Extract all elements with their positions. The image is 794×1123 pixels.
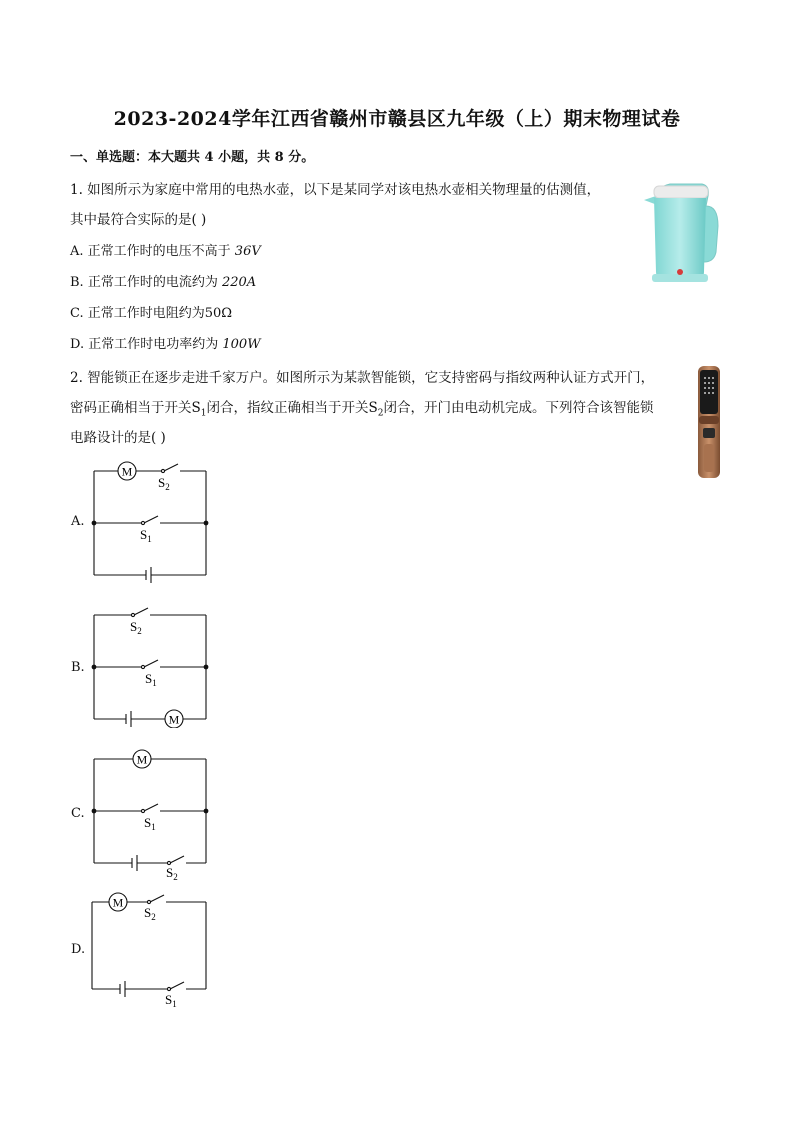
q2-option-a-label: A. [71,514,85,529]
q2-stem-line3: 电路设计的是( ) [70,430,166,446]
switch-s1-label: $S_1$ [144,815,156,832]
switch-s2-label: $S_2$ [166,865,178,880]
switch-s2-label: $S_2$ [144,905,156,922]
q1-stem-line1: 1. 如图所示为家庭中常用的电热水壶，以下是某同学对该电热水壶相关物理量的估测值， [70,182,601,198]
switch-s2-label: $S_2$ [158,475,170,492]
paper-title: 2023-2024学年江西省赣州市赣县区九年级（上）期末物理试卷 [113,108,681,130]
q2-stem-line1: 2. 智能锁正在逐步走进千家万户。如图所示为某款智能锁，它支持密码与指纹两种认证方式开门， [70,370,655,386]
q2-option-c-label: C. [71,806,85,821]
switch-s1-label: $S_1$ [145,671,157,688]
q2-option-d-label: D. [71,942,86,957]
q1-option-d: D. 正常工作时电功率约为 100W [70,337,261,352]
q1-stem-line2: 其中最符合实际的是( ) [70,212,207,228]
switch-s1-label: $S_1$ [165,992,177,1009]
circuit-a-diagram [86,458,216,584]
q1-option-b: B. 正常工作时的电流约为 220A [70,275,257,290]
electric-kettle-image [640,176,728,286]
section-heading: 一、单选题：本大题共 4 小题，共 8 分。 [70,150,315,165]
switch-s2-label: $S_2$ [130,619,142,636]
q2-stem-line2: 密码正确相当于开关$S_1$闭合，指纹正确相当于开关$S_2$闭合，开门由电动机完成。下列符合该智能锁 [70,400,654,419]
circuit-b-diagram [86,602,216,728]
q1-option-a: A. 正常工作时的电压不高于 36V [70,244,261,259]
motor-label: M [136,752,148,767]
motor-label: M [112,895,124,910]
circuit-c-diagram [86,746,216,880]
circuit-d-diagram [84,888,214,1010]
smart-lock-image [694,364,724,480]
q2-option-b-label: B. [71,660,85,675]
motor-label: M [168,712,180,727]
motor-label: M [121,464,133,479]
switch-s1-label: $S_1$ [140,527,152,544]
q1-option-c: C. 正常工作时电阻约为50Ω [70,306,233,321]
